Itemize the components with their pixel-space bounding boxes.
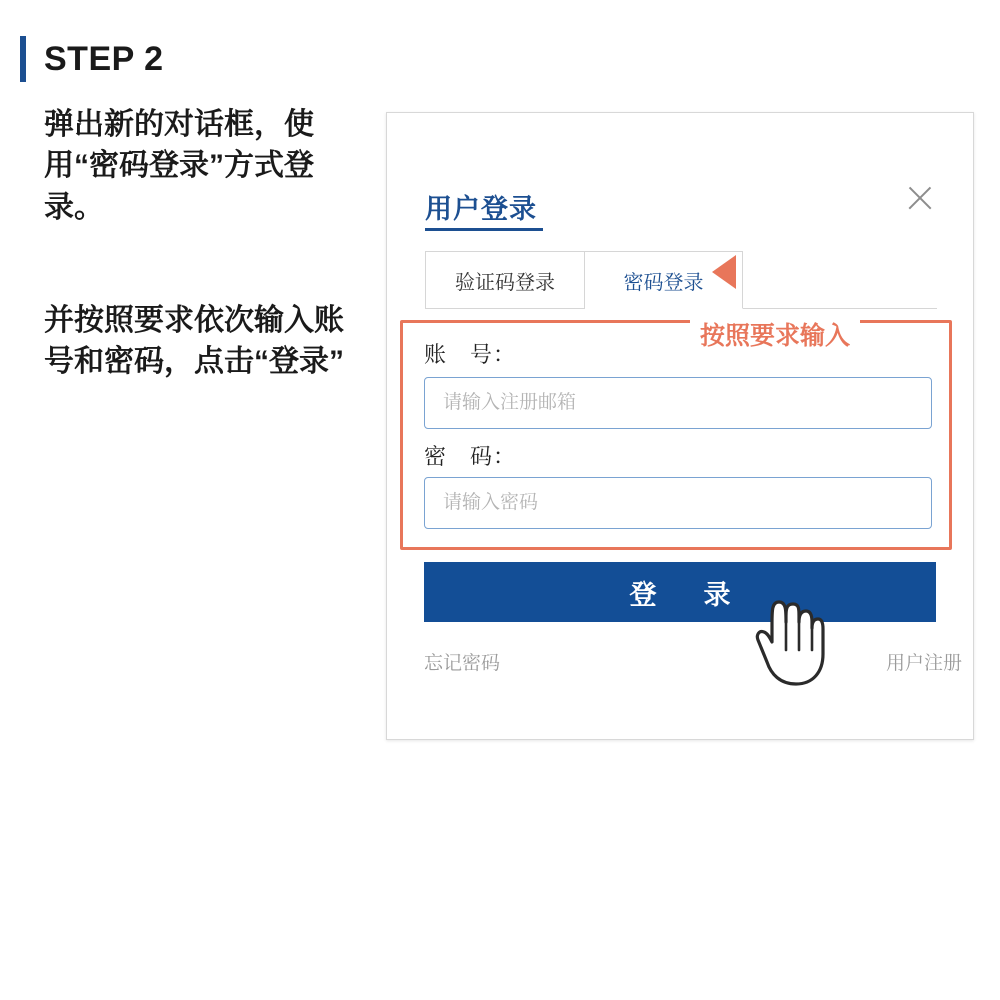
dialog-title-underline <box>425 228 543 231</box>
instruction-panel <box>0 0 360 1000</box>
close-icon[interactable] <box>903 181 937 215</box>
fields-highlight-label: 按照要求输入 <box>690 316 860 352</box>
tab-pointer-arrow-icon <box>712 255 736 289</box>
account-input[interactable] <box>424 377 932 429</box>
tab-sms-login[interactable]: 验证码登录 <box>425 251 585 309</box>
hand-cursor-icon <box>752 588 828 688</box>
password-input[interactable] <box>424 477 932 529</box>
forgot-password-link[interactable]: 忘记密码 <box>424 653 501 674</box>
instruction-paragraph-1: 弹出新的对话框，使用“密码登录”方式登录。 <box>44 108 314 224</box>
step-title: STEP 2 <box>44 40 164 78</box>
instruction-paragraph-2: 并按照要求依次输入账号和密码，点击“登录” <box>44 304 344 379</box>
tab-password-login[interactable]: 密码登录 <box>585 251 743 309</box>
step-accent-bar <box>20 36 26 82</box>
account-field-label: 账 号： <box>424 342 517 367</box>
password-field-label: 密 码： <box>424 444 517 469</box>
login-button[interactable]: 登 录 <box>424 562 936 622</box>
dialog-title: 用户登录 <box>425 194 537 224</box>
tab-bar <box>425 251 937 309</box>
user-register-link[interactable]: 用户注册 <box>885 653 962 674</box>
